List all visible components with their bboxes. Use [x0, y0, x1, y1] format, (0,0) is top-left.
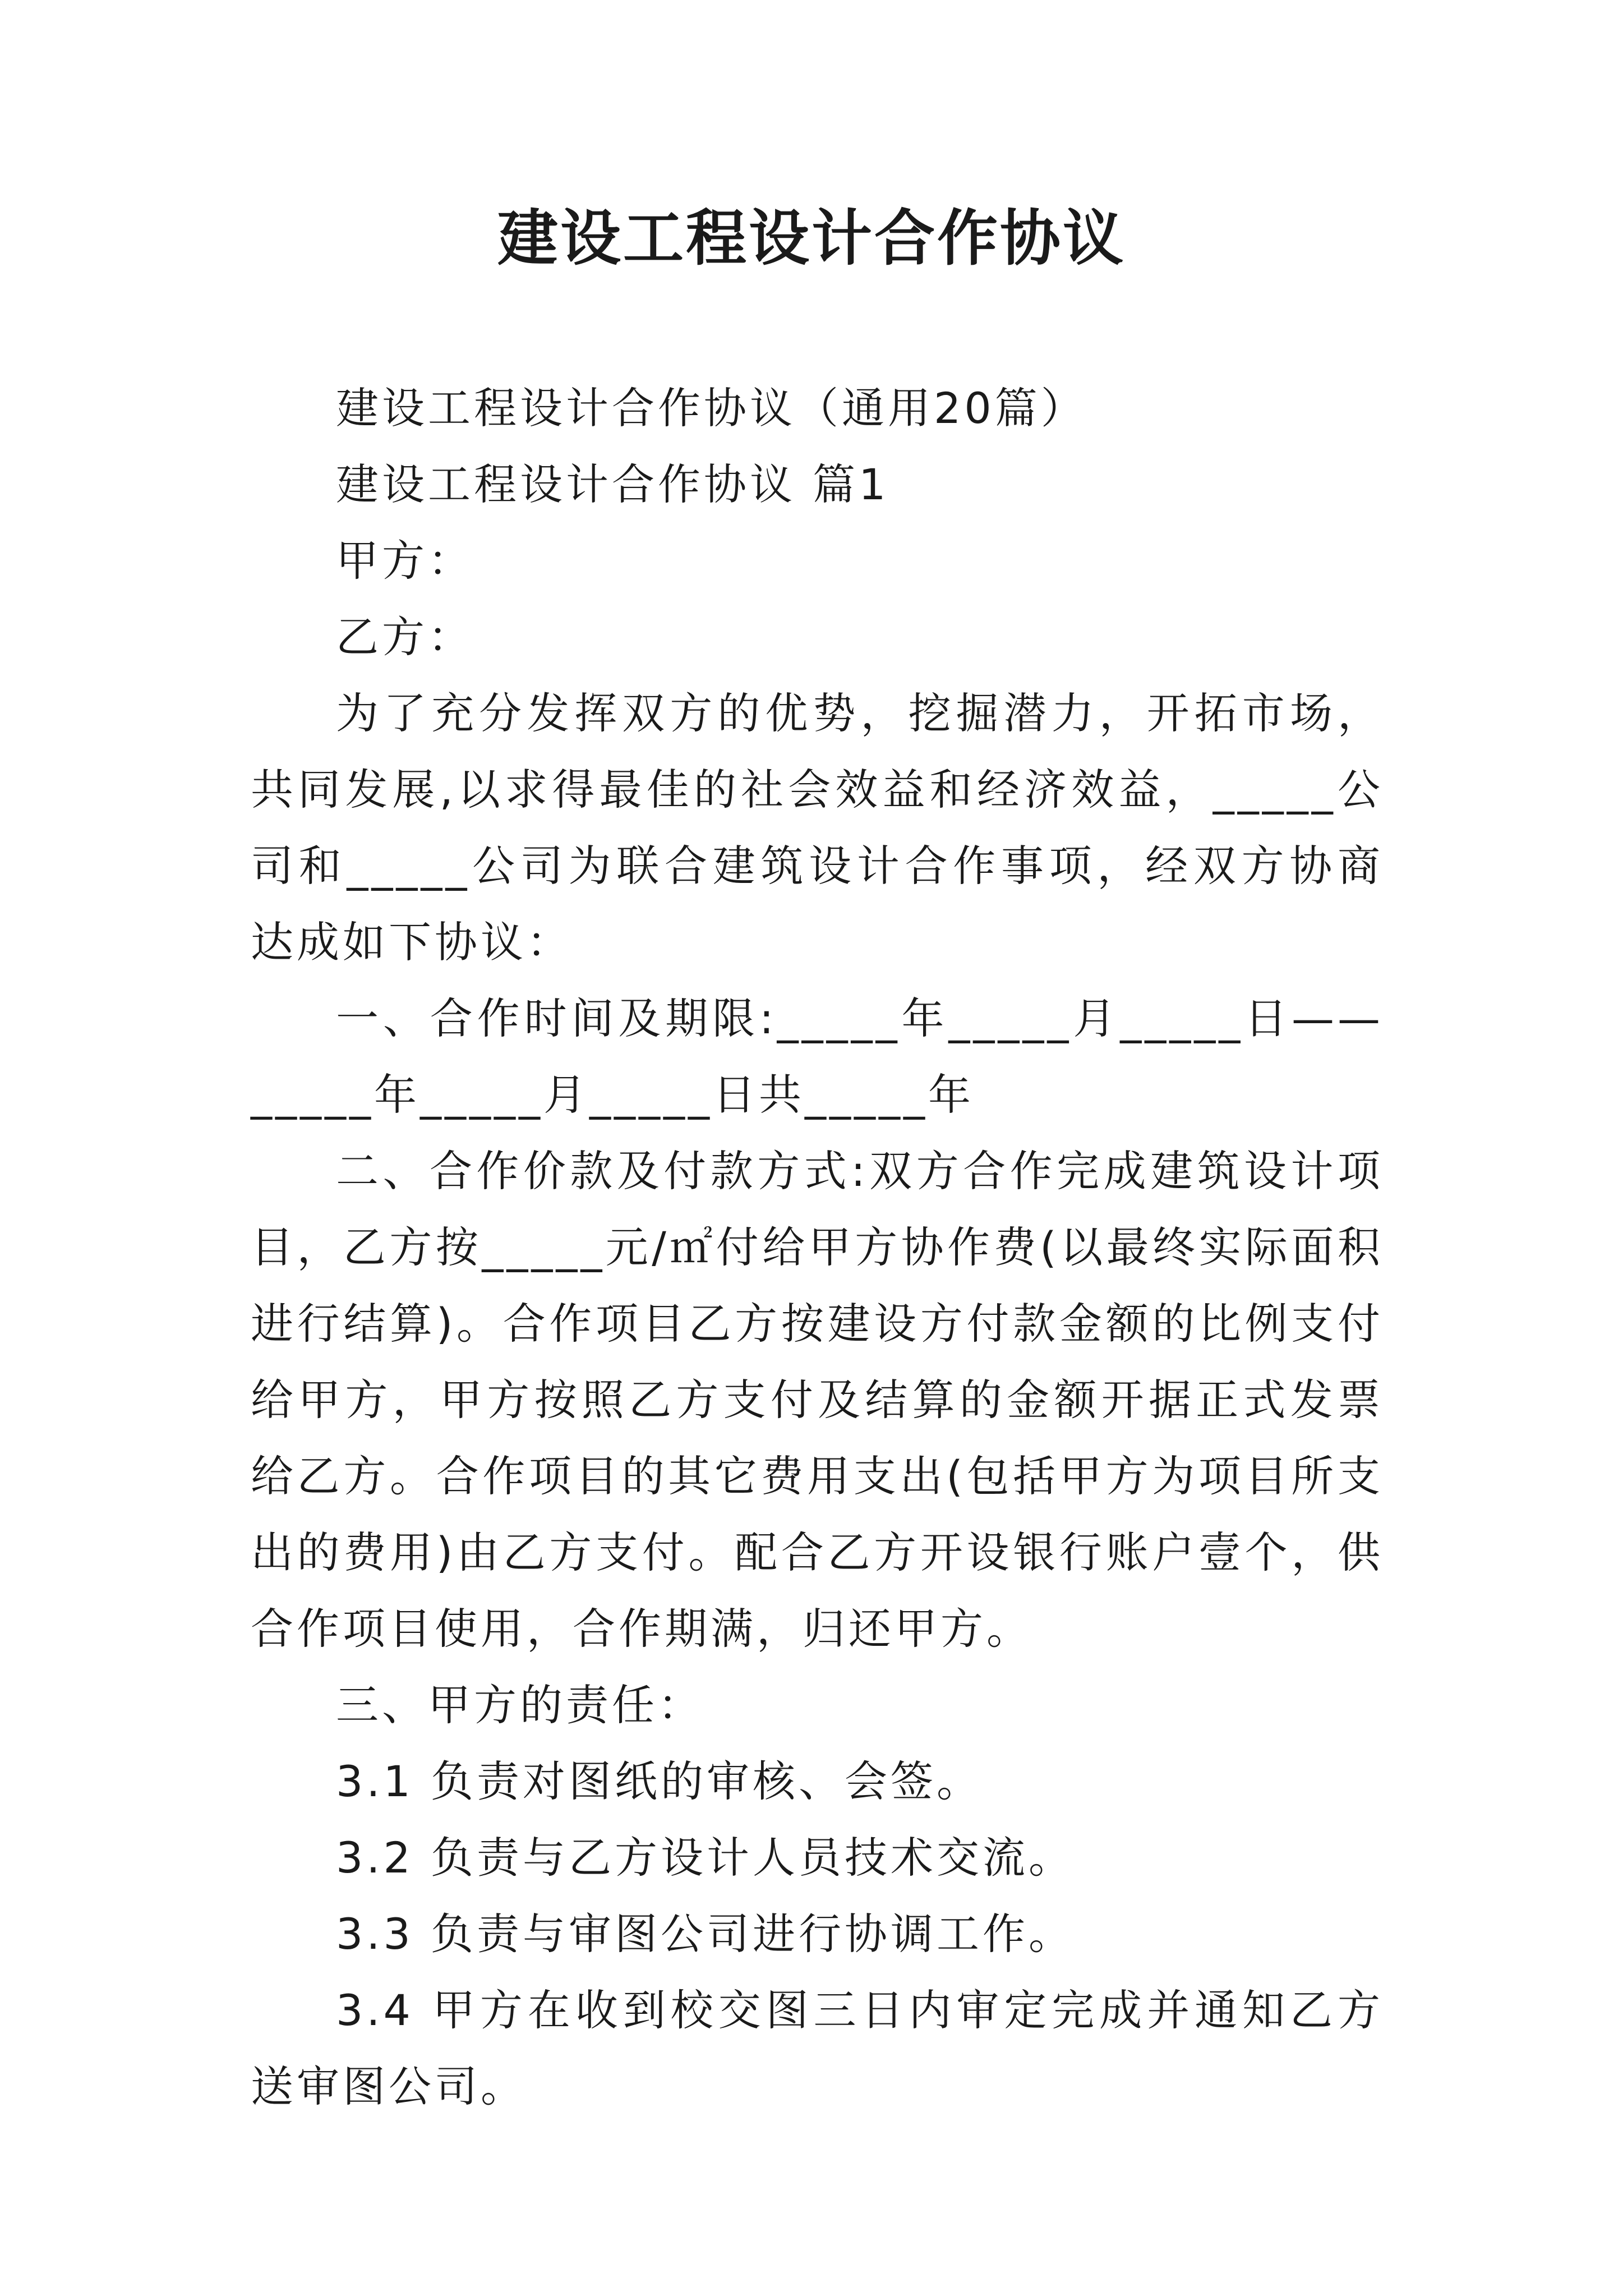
document-title: 建设工程设计合作协议	[497, 203, 1126, 274]
paragraph-clause-3-3: 3.3 负责与审图公司进行协调工作。	[336, 1909, 1075, 1959]
paragraph-party-a-duties-heading: 三、甲方的责任：	[336, 1680, 704, 1730]
paragraph-payment: 二、合作价款及付款方式:双方合作完成建筑设计项目，乙方按_____元/㎡付给甲方协作费(以最终实际面积进行结算)。合作项目乙方按建设方付款金额的比例支付给甲方，甲方按照乙方支付及结算的金额开据正式发票给乙方。合作项目的其它费用支出(包括甲方为项目所支出的费用)由乙方支付。配合乙方开设银行账户壹个，供合作项目使用，合作期满，归还甲方。	[251, 1146, 1384, 1654]
paragraph-clause-3-2: 3.2 负责与乙方设计人员技术交流。	[336, 1833, 1075, 1883]
paragraph-section-heading: 建设工程设计合作协议 篇1	[336, 459, 889, 509]
paragraph-clause-3-1: 3.1 负责对图纸的审核、会签。	[336, 1756, 983, 1806]
paragraph-party-a: 甲方：	[336, 536, 474, 586]
paragraph-term: 一、合作时间及期限:_____年_____月_____日——_____年_____月_____日共_____年	[251, 993, 1384, 1120]
paragraph-preamble: 为了充分发挥双方的优势，挖掘潜力，开拓市场，共同发展,以求得最佳的社会效益和经济效益，_____公司和_____公司为联合建筑设计合作事项，经双方协商达成如下协议：	[251, 688, 1384, 967]
paragraph-subtitle: 建设工程设计合作协议（通用20篇）	[336, 383, 1087, 433]
document-body	[251, 370, 1384, 2125]
paragraph-party-b: 乙方：	[336, 612, 474, 662]
paragraph-clause-3-4: 3.4 甲方在收到校交图三日内审定完成并通知乙方送审图公司。	[251, 1985, 1384, 2111]
